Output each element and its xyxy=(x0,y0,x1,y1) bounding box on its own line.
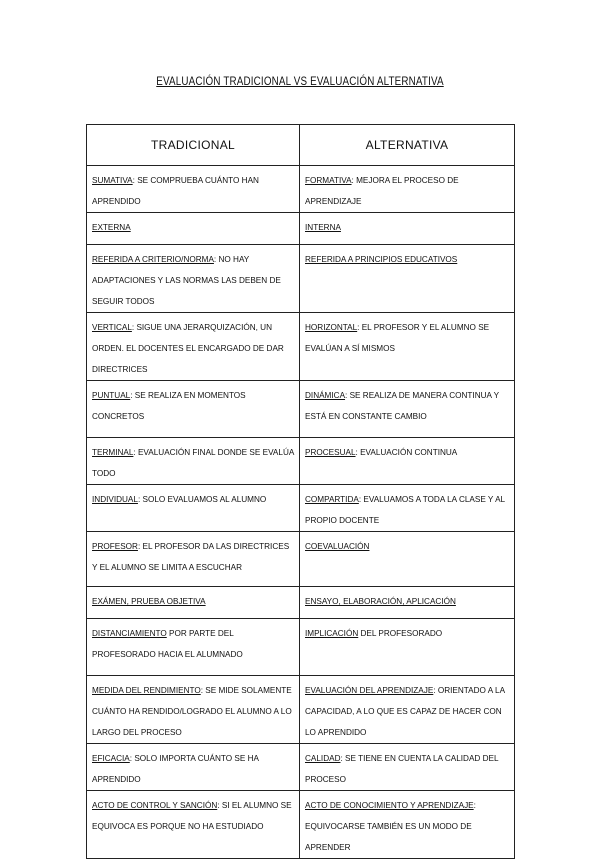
traditional-cell xyxy=(87,744,300,791)
cell-content xyxy=(92,744,294,790)
alternative-cell xyxy=(300,438,515,485)
traditional-cell xyxy=(87,381,300,438)
cell-content xyxy=(305,381,509,427)
cell-term: PROCESUAL xyxy=(305,448,356,457)
cell-term: PROFESOR xyxy=(92,542,138,551)
table-row xyxy=(87,532,515,587)
cell-term: SUMATIVA xyxy=(92,176,133,185)
cell-term: DINÁMICA xyxy=(305,391,346,400)
cell-content xyxy=(92,587,294,612)
cell-content xyxy=(92,532,294,578)
header-traditional: TRADICIONAL xyxy=(87,125,300,166)
cell-content xyxy=(305,532,509,557)
table-row xyxy=(87,166,515,213)
cell-content xyxy=(305,313,509,359)
cell-term: PUNTUAL xyxy=(92,391,131,400)
table-row xyxy=(87,676,515,744)
alternative-cell xyxy=(300,532,515,587)
alternative-cell xyxy=(300,791,515,859)
cell-content xyxy=(305,245,509,270)
cell-term: EFICACIA xyxy=(92,754,130,763)
traditional-cell xyxy=(87,485,300,532)
cell-description: : SI EL ALUMNO SE EQUIVOCA ES PORQUE NO HA ESTUDIADO xyxy=(92,801,292,831)
traditional-cell xyxy=(87,245,300,313)
cell-term: EXTERNA xyxy=(92,223,131,232)
table-row xyxy=(87,438,515,485)
alternative-cell xyxy=(300,245,515,313)
cell-description: : SE COMPRUEBA CUÁNTO HAN APRENDIDO xyxy=(92,176,259,206)
cell-term: IMPLICACIÓN xyxy=(305,629,359,638)
cell-term: TERMINAL xyxy=(92,448,134,457)
traditional-cell xyxy=(87,166,300,213)
cell-content xyxy=(92,791,294,837)
cell-description: : EVALUAMOS A TODA LA CLASE Y AL PROPIO DOCENTE xyxy=(305,495,505,525)
cell-content xyxy=(305,744,509,790)
traditional-cell xyxy=(87,213,300,245)
traditional-cell xyxy=(87,313,300,381)
cell-content xyxy=(92,313,294,380)
cell-term: EXÁMEN, PRUEBA OBJETIVA xyxy=(92,597,206,606)
cell-content xyxy=(305,213,509,238)
cell-term: CALIDAD xyxy=(305,754,341,763)
cell-term: ACTO DE CONOCIMIENTO Y APRENDIZAJE xyxy=(305,801,474,810)
cell-content xyxy=(92,381,294,427)
cell-content xyxy=(92,245,294,312)
cell-content xyxy=(92,438,294,484)
cell-content xyxy=(305,587,509,612)
cell-description: : EL PROFESOR DA LAS DIRECTRICES Y EL ALUMNO SE LIMITA A ESCUCHAR xyxy=(92,542,290,572)
cell-content xyxy=(305,166,509,212)
cell-term: INDIVIDUAL xyxy=(92,495,138,504)
alternative-cell xyxy=(300,213,515,245)
cell-description: : SE MIDE SOLAMENTE CUÁNTO HA RENDIDO/LOGRADO EL ALUMNO A LO LARGO DEL PROCESO xyxy=(92,686,292,737)
cell-description: : EVALUACIÓN FINAL DONDE SE EVALÚA TODO xyxy=(92,448,294,478)
cell-term: FORMATIVA xyxy=(305,176,352,185)
cell-description: : SE REALIZA EN MOMENTOS CONCRETOS xyxy=(92,391,246,421)
cell-term: COEVALUACIÓN xyxy=(305,542,370,551)
cell-description: : SOLO IMPORTA CUÁNTO SE HA APRENDIDO xyxy=(92,754,259,784)
cell-term: ENSAYO, ELABORACIÓN, APLICACIÓN xyxy=(305,597,456,606)
cell-content xyxy=(92,485,294,510)
cell-description: : EL PROFESOR Y EL ALUMNO SE EVALÚAN A SÍ MISMOS xyxy=(305,323,490,353)
cell-description: DEL PROFESORADO xyxy=(358,629,443,638)
cell-term: DISTANCIAMIENTO xyxy=(92,629,167,638)
alternative-cell xyxy=(300,485,515,532)
cell-description: : EQUIVOCARSE TAMBIÉN ES UN MODO DE APRENDER xyxy=(305,801,476,852)
cell-term: REFERIDA A PRINCIPIOS EDUCATIVOS xyxy=(305,255,458,264)
cell-content xyxy=(92,166,294,212)
alternative-cell xyxy=(300,166,515,213)
header-alternative: ALTERNATIVA xyxy=(300,125,515,166)
table-row xyxy=(87,313,515,381)
table-row xyxy=(87,485,515,532)
cell-description: POR PARTE DEL PROFESORADO HACIA EL ALUMNADO xyxy=(92,629,243,659)
cell-term: VERTICAL xyxy=(92,323,132,332)
cell-term: COMPARTIDA xyxy=(305,495,359,504)
alternative-cell xyxy=(300,587,515,619)
table-header-row xyxy=(87,125,515,166)
cell-term: MEDIDA DEL RENDIMIENTO xyxy=(92,686,201,695)
cell-description: : SE TIENE EN CUENTA LA CALIDAD DEL PROCESO xyxy=(305,754,499,784)
cell-term: EVALUACIÓN DEL APRENDIZAJE xyxy=(305,686,434,695)
alternative-cell xyxy=(300,619,515,676)
traditional-cell xyxy=(87,532,300,587)
table-row xyxy=(87,744,515,791)
traditional-cell xyxy=(87,438,300,485)
table-row xyxy=(87,791,515,859)
traditional-cell xyxy=(87,676,300,744)
comparison-table xyxy=(86,124,515,859)
cell-content xyxy=(305,676,509,743)
cell-term: INTERNA xyxy=(305,223,341,232)
cell-description: : EVALUACIÓN CONTINUA xyxy=(355,448,458,457)
table-row xyxy=(87,619,515,676)
table-row xyxy=(87,245,515,313)
cell-term: REFERIDA A CRITERIO/NORMA xyxy=(92,255,214,264)
cell-description: : ORIENTADO A LA CAPACIDAD, A LO QUE ES CAPAZ DE HACER CON LO APRENDIDO xyxy=(305,686,505,737)
cell-term: ACTO DE CONTROL Y SANCIÓN xyxy=(92,801,218,810)
cell-content xyxy=(305,619,509,644)
traditional-cell xyxy=(87,587,300,619)
table-row xyxy=(87,587,515,619)
cell-content xyxy=(92,619,294,665)
table-row xyxy=(87,213,515,245)
alternative-cell xyxy=(300,744,515,791)
cell-description: : NO HAY ADAPTACIONES Y LAS NORMAS LAS DEBEN DE SEGUIR TODOS xyxy=(92,255,281,306)
traditional-cell xyxy=(87,791,300,859)
table-row xyxy=(87,381,515,438)
cell-content xyxy=(305,485,509,531)
alternative-cell xyxy=(300,313,515,381)
cell-term: HORIZONTAL xyxy=(305,323,358,332)
alternative-cell xyxy=(300,676,515,744)
cell-description: : SOLO EVALUAMOS AL ALUMNO xyxy=(137,495,267,504)
cell-content xyxy=(92,676,294,743)
cell-description: : SE REALIZA DE MANERA CONTINUA Y ESTÁ EN CONSTANTE CAMBIO xyxy=(305,391,499,421)
cell-content xyxy=(305,438,509,463)
page-title: EVALUACIÓN TRADICIONAL VS EVALUACIÓN ALTERNATIVA xyxy=(156,74,444,88)
alternative-cell xyxy=(300,381,515,438)
cell-description: : SIGUE UNA JERARQUIZACIÓN, UN ORDEN. EL DOCENTES EL ENCARGADO DE DAR DIRECTRICES xyxy=(92,323,284,374)
cell-description: : MEJORA EL PROCESO DE APRENDIZAJE xyxy=(305,176,459,206)
table-body xyxy=(87,166,515,859)
traditional-cell xyxy=(87,619,300,676)
cell-content xyxy=(92,213,294,238)
